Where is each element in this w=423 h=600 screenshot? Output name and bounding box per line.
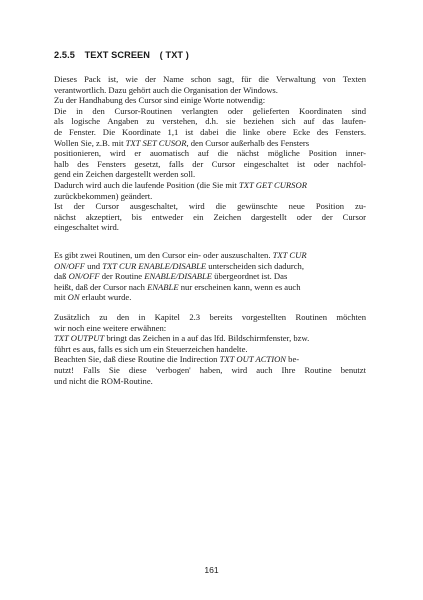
text-line: verantwortlich. Dazu gehört auch die Organisation der Windows. <box>54 84 278 95</box>
text-run: Dadurch wird auch die laufende Position (die Sie mit <box>54 179 239 190</box>
routine-name: ENABLE/DISABLE <box>144 271 213 282</box>
text-line <box>54 282 366 293</box>
page-number: 161 <box>204 565 219 575</box>
text-run: heißt, daß der Cursor nach <box>54 281 148 292</box>
text-run: be- <box>286 354 300 365</box>
text-line: als logische Angaben zu verstehen, d.h. sie beziehen sich auf das laufen- <box>54 116 366 127</box>
text-run: mit <box>54 292 68 303</box>
paragraph-1 <box>54 74 366 233</box>
text-run: bringt das Zeichen in a auf das lfd. Bildschirmfenster, bzw. <box>104 333 310 344</box>
section-tag: ( TXT ) <box>159 50 189 60</box>
text-run: Beachten Sie, daß diese Routine die Indirection <box>54 354 220 365</box>
routine-name: ON/OFF <box>68 271 100 282</box>
routine-name: ON <box>67 292 80 303</box>
text-line: gend ein Zeichen dargestellt werden soll. <box>54 169 196 180</box>
text-run: , den Cursor außerhalb des Fensters <box>186 137 310 148</box>
text-line: Zusätzlich zu den in Kapitel 2.3 bereits vorgestellten Routinen möchten <box>54 312 366 322</box>
text-line: zurückbekommen) geändert. <box>54 190 153 201</box>
text-line: de Fenster. Die Koordinate 1,1 ist dabei die linke obere Ecke des Fensters. <box>54 126 366 137</box>
text-line: und nicht die ROM-Routine. <box>54 375 153 386</box>
text-run: Es gibt zwei Routinen, um den Cursor ein- oder auszuschalten. <box>54 250 273 260</box>
text-line: wir noch eine weitere erwähnen: <box>54 322 167 333</box>
section-heading <box>54 50 189 60</box>
paragraph-2 <box>54 250 366 303</box>
routine-name: ON/OFF <box>54 260 86 271</box>
section-title: TEXT SCREEN <box>84 50 151 60</box>
text-line <box>54 292 366 303</box>
section-number: 2.5.5 <box>54 50 75 60</box>
text-line <box>54 138 366 149</box>
text-line: Ist der Cursor ausgeschaltet, wird die gewünschte neue Position zu- <box>54 201 366 212</box>
text-line: nutzt! Falls Sie diese 'verbogen' haben, wird auch Ihre Routine benutzt <box>54 364 366 375</box>
routine-name: TXT SET CUSOR <box>125 137 187 148</box>
text-line <box>54 180 366 191</box>
paragraph-3 <box>54 312 366 386</box>
text-line: führt es aus, falls es sich um ein Steuerzeichen handelte. <box>54 343 248 354</box>
text-line: halb des Fensters gesetzt, falls der Cursor eingeschaltet ist oder nachfol- <box>54 158 366 169</box>
text-run: erlaubt wurde. <box>79 292 132 303</box>
text-run: nur erscheinen kann, wenn es auch <box>178 281 301 292</box>
text-line: Dieses Pack ist, wie der Name schon sagt, für die Verwaltung von Texten <box>54 74 366 84</box>
text-run: unterscheiden sich dadurch, <box>206 260 304 271</box>
text-line <box>54 250 366 261</box>
routine-name: TXT CUR ENABLE/DISABLE <box>102 260 207 271</box>
text-line: Zu der Handhabung des Cursor sind einige Worte notwendig: <box>54 95 266 106</box>
text-line <box>54 271 366 282</box>
text-line <box>54 261 366 272</box>
text-run: und <box>85 260 103 271</box>
text-run: Wollen Sie, z.B. mit <box>54 137 126 148</box>
text-line: eingeschaltet wird. <box>54 222 119 233</box>
text-run: daß <box>54 271 69 282</box>
text-line <box>54 354 366 365</box>
text-line <box>54 333 366 344</box>
routine-name: ENABLE <box>147 281 179 292</box>
routine-name: TXT OUTPUT <box>54 333 105 344</box>
text-line: positionieren, wird er auomatisch auf die nächst mögliche Position inner- <box>54 148 366 159</box>
text-line: Die in den Cursor-Routinen verlangten oder gelieferten Koordinaten sind <box>54 105 366 116</box>
routine-name: TXT OUT ACTION <box>219 354 287 365</box>
text-line: nächst akzeptiert, bis entweder ein Zeichen dargestellt oder der Cursor <box>54 211 366 222</box>
routine-name: TXT CUR <box>272 250 307 260</box>
text-run: übergeordnet ist. Das <box>212 271 288 282</box>
text-run: der Routine <box>99 271 145 282</box>
routine-name: TXT GET CURSOR <box>238 179 307 190</box>
